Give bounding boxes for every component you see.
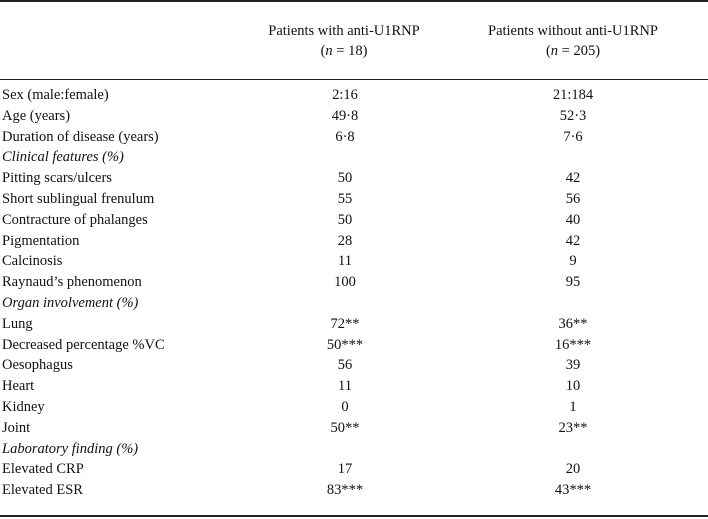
cell-without-anti-u1rnp: 36** [558, 315, 588, 332]
cell-without-anti-u1rnp: 7·6 [563, 128, 583, 145]
cell-without-anti-u1rnp: 42 [565, 232, 581, 249]
cell-without-anti-u1rnp: 40 [565, 211, 581, 228]
table-row [0, 106, 708, 127]
header-with-anti-u1rnp [214, 21, 474, 61]
cell-with-anti-u1rnp: 28 [337, 232, 353, 249]
row-label: Joint [2, 419, 31, 436]
section-header-row [0, 439, 708, 460]
table-row [0, 480, 708, 501]
table-row [0, 210, 708, 231]
cell-with-anti-u1rnp: 6·8 [335, 128, 355, 145]
table-row [0, 231, 708, 252]
table-row [0, 272, 708, 293]
table-row [0, 168, 708, 189]
cell-without-anti-u1rnp: 52·3 [559, 107, 587, 124]
row-label: Age (years) [2, 107, 71, 124]
section-header-row [0, 293, 708, 314]
row-label: Kidney [2, 398, 45, 415]
table-row [0, 459, 708, 480]
row-label: Duration of disease (years) [2, 128, 159, 145]
table-row [0, 335, 708, 356]
cell-with-anti-u1rnp: 50 [337, 170, 353, 187]
top-rule [0, 0, 708, 2]
cell-without-anti-u1rnp: 23** [558, 419, 588, 436]
cell-with-anti-u1rnp: 0 [341, 398, 349, 415]
table-row [0, 127, 708, 148]
cell-with-anti-u1rnp: 17 [337, 461, 353, 478]
row-label: Raynaud’s phenomenon [2, 274, 142, 291]
cell-with-anti-u1rnp: 50*** [326, 336, 364, 353]
header-with-label: Patients with anti-U1RNP [268, 23, 420, 39]
cell-without-anti-u1rnp: 43*** [554, 482, 592, 499]
cell-with-anti-u1rnp: 83*** [326, 482, 364, 499]
cell-without-anti-u1rnp: 16*** [554, 336, 592, 353]
table-row [0, 355, 708, 376]
cell-with-anti-u1rnp: 56 [337, 357, 353, 374]
cell-with-anti-u1rnp: 72** [330, 315, 360, 332]
row-label: Decreased percentage %VC [2, 336, 165, 353]
cell-with-anti-u1rnp: 11 [338, 253, 352, 270]
cell-without-anti-u1rnp: 39 [565, 357, 581, 374]
header-without-anti-u1rnp [443, 21, 703, 61]
row-label: Contracture of phalanges [2, 211, 148, 228]
table-row [0, 189, 708, 210]
table-row [0, 397, 708, 418]
table-row [0, 418, 708, 439]
header-without-label: Patients without anti-U1RNP [488, 23, 658, 39]
row-label: Pigmentation [2, 232, 80, 249]
row-label: Heart [2, 378, 35, 395]
cell-with-anti-u1rnp: 55 [337, 190, 353, 207]
table-row [0, 85, 708, 106]
row-label: Pitting scars/ulcers [2, 170, 112, 187]
cell-without-anti-u1rnp: 21:184 [552, 87, 594, 103]
cell-without-anti-u1rnp: 20 [565, 461, 581, 478]
table-row [0, 376, 708, 397]
header-without-n: (n = 205) [545, 43, 601, 59]
section-label: Organ involvement (%) [2, 294, 139, 311]
cell-without-anti-u1rnp: 42 [565, 170, 581, 187]
table-row [0, 314, 708, 335]
row-label: Lung [2, 315, 33, 332]
cell-with-anti-u1rnp: 50 [337, 211, 353, 228]
row-label: Elevated ESR [2, 482, 83, 499]
header-with-n: (n = 18) [320, 43, 368, 59]
cell-with-anti-u1rnp: 11 [338, 378, 352, 395]
row-label: Elevated CRP [2, 461, 84, 478]
row-label: Calcinosis [2, 253, 63, 270]
cell-without-anti-u1rnp: 10 [565, 378, 581, 395]
table-row [0, 251, 708, 272]
header-rule [0, 79, 708, 80]
row-label: Sex (male:female) [2, 87, 109, 103]
cell-with-anti-u1rnp: 100 [334, 274, 356, 291]
section-header-row [0, 147, 708, 168]
cell-without-anti-u1rnp: 1 [569, 398, 577, 415]
cell-with-anti-u1rnp: 2:16 [332, 87, 358, 103]
section-label: Clinical features (%) [2, 149, 124, 166]
bottom-rule [0, 515, 708, 517]
table-body [0, 85, 708, 501]
row-label: Short sublingual frenulum [2, 190, 155, 207]
cell-without-anti-u1rnp: 9 [569, 253, 577, 270]
row-label: Oesophagus [2, 357, 73, 374]
cell-with-anti-u1rnp: 50** [330, 419, 360, 436]
section-label: Laboratory finding (%) [2, 440, 139, 457]
cell-without-anti-u1rnp: 95 [565, 274, 581, 291]
cell-with-anti-u1rnp: 49·8 [331, 107, 359, 124]
cell-without-anti-u1rnp: 56 [565, 190, 581, 207]
